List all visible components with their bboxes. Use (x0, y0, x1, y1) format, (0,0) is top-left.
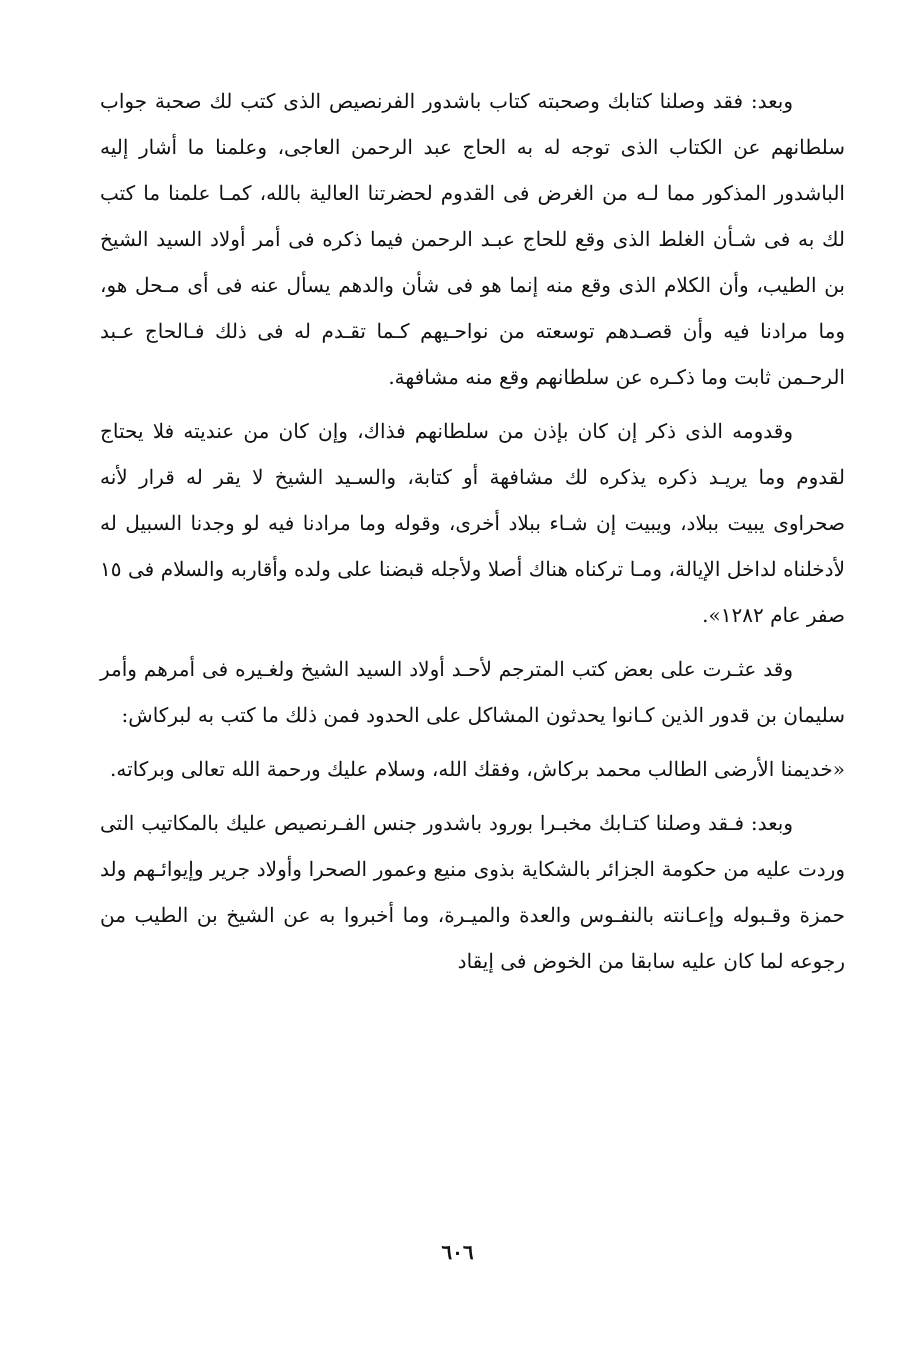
paragraph-letter-body: وبعد: فـقد وصلنا كتـابك مخبـرا بورود باشدور جنس الفـرنصيص عليك بالمكاتيب التى وردت عليه من حكومة الجزائر بالشكاية بذوى منيع وعمور الصحرا وأولاد جرير وإيوائـهم ولد حمزة وقـبوله وإعـانته بالنفـوس والعدة والميـرة، وما أخبروا به عن الشيخ بن الطيب من رجوعه لما كان عليه سابقا من الخوض فى إيقاد (100, 811, 845, 973)
paragraph-letter-salutation: «خديمنا الأرضى الطالب محمد بركاش، وفقك الله، وسلام عليك ورحمة الله تعالى وبركاته. (110, 757, 845, 781)
page-number: ٦٠٦ (441, 1240, 474, 1264)
paragraph-arrival-remarks: وقدومه الذى ذكر إن كان بإذن من سلطانهم فذاك، وإن كان من عنديته فلا يحتاج لقدوم وما يريـد ذكره يذكره لك مشافهة أو كتابة، والسـيد الشيخ لا يقر له قرار لأنه صحراوى يبيت ببلاد، ويبيت إن شـاء ببلاد أخرى، وقوله وما مرادنا فيه لو وجدنا السبيل له لأدخلناه لداخل الإيالة، ومـا تركناه هناك أصلا ولأجله قبضنا على ولده وأقاربه والسلام فى ١٥ صفر عام ١٢٨٢». (100, 419, 845, 627)
body-text (100, 78, 845, 984)
paragraph-letter-reply: وبعد: فقد وصلنا كتابك وصحبته كتاب باشدور الفرنصيص الذى كتب لك صحبة جواب سلطانهم عن الكتاب الذى توجه له به الحاج عبد الرحمن العاجى، وعلمنا ما أشار إليه الباشدور المذكور مما لـه من الغرض فى القدوم لحضرتنا العالية بالله، كمـا علمنا ما كتب لك به فى شـأن الغلط الذى وقع للحاج عبـد الرحمن فيما ذكره فى أمر أولاد السيد الشيخ بن الطيب، وأن الكلام الذى وقع منه إنما هو فى شأن والدهم يسأل عنه فى أى مـحل هو، وما مرادنا فيه وأن قصـدهم توسعته من نواحـيهم كـما تقـدم له فى ذلك فـالحاج عـبد الرحـمن ثابت وما ذكـره عن سلطانهم وقع منه مشافهة. (100, 89, 845, 389)
paragraph-author-note: وقد عثـرت على بعض كتب المترجم لأحـد أولاد السيد الشيخ ولغـيره فى أمرهم وأمر سليمان بن قدور الذين كـانوا يحدثون المشاكل على الحدود فمن ذلك ما كتب به لبركاش: (100, 657, 845, 727)
